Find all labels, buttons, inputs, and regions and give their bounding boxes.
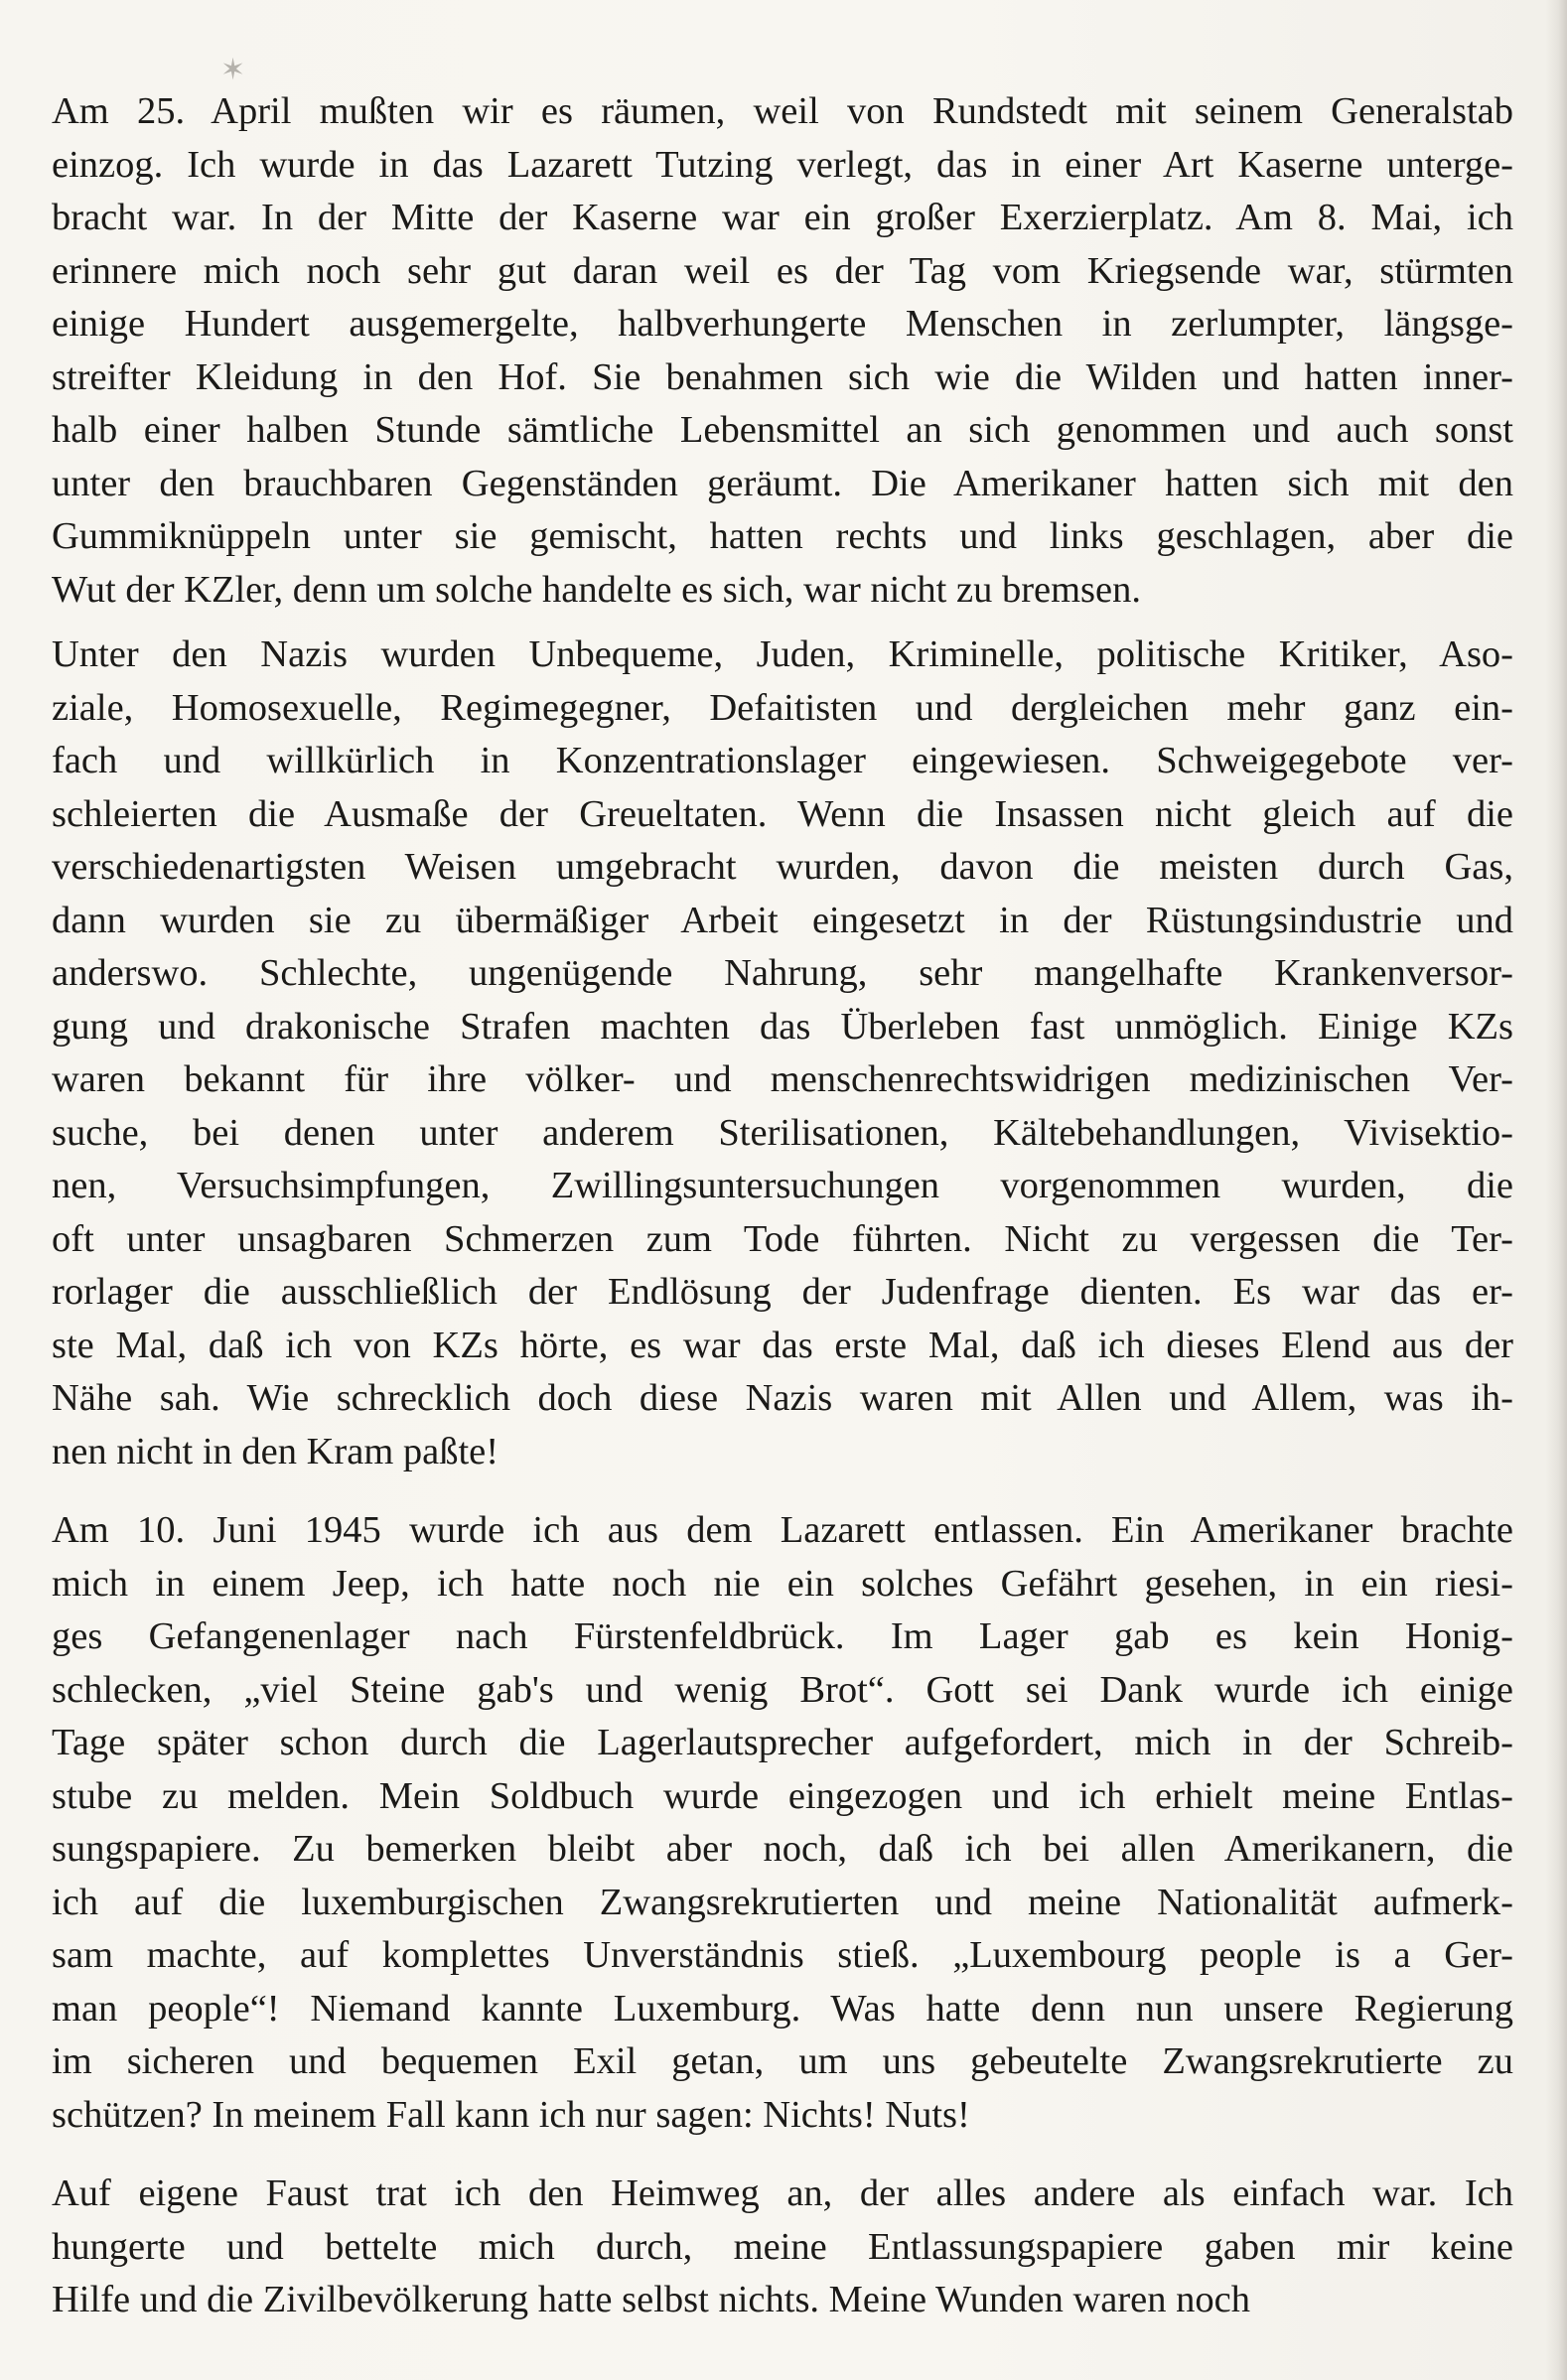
text-line: halb einer halben Stunde sämtliche Lebensmittel an sich genommen und auch sonst — [52, 409, 1513, 451]
text-line: ich auf die luxemburgischen Zwangsrekrutierten und meine Nationalität aufmerk- — [52, 1881, 1513, 1923]
text-line: streifter Kleidung in den Hof. Sie benahmen sich wie die Wilden und hatten inner- — [52, 355, 1513, 398]
body-text — [52, 85, 1513, 2327]
text-line: sungspapiere. Zu bemerken bleibt aber noch, daß ich bei allen Amerikanern, die — [52, 1828, 1513, 1870]
text-line: oft unter unsagbaren Schmerzen zum Tode führten. Nicht zu vergessen die Ter- — [52, 1217, 1513, 1260]
text-line: waren bekannt für ihre völker- und menschenrechtswidrigen medizinischen Ver- — [52, 1058, 1513, 1100]
paragraph-2 — [52, 629, 1513, 1478]
text-line: ste Mal, daß ich von KZs hörte, es war das erste Mal, daß ich dieses Elend aus der — [52, 1324, 1513, 1366]
text-line: Gummiknüppeln unter sie gemischt, hatten rechts und links geschlagen, aber die — [52, 515, 1513, 557]
text-line: schleierten die Ausmaße der Greueltaten. Wenn die Insassen nicht gleich auf die — [52, 792, 1513, 835]
page-edge-shadow — [1545, 0, 1567, 2380]
paragraph-3 — [52, 1504, 1513, 2142]
text-line: schützen? In meinem Fall kann ich nur sagen: Nichts! Nuts! — [52, 2093, 970, 2136]
text-line: bracht war. In der Mitte der Kaserne war ein großer Exerzierplatz. Am 8. Mai, ich — [52, 197, 1513, 238]
text-line: Nähe sah. Wie schrecklich doch diese Nazis waren mit Allen und Allem, was ih- — [52, 1377, 1513, 1419]
text-line: Tage später schon durch die Lagerlautsprecher aufgefordert, mich in der Schreib- — [52, 1722, 1513, 1763]
text-line: mich in einem Jeep, ich hatte noch nie ein solches Gefährt gesehen, in ein riesi- — [52, 1562, 1513, 1605]
text-line: Auf eigene Faust trat ich den Heimweg an, der alles andere als einfach war. Ich — [52, 2172, 1513, 2214]
text-line: Unter den Nazis wurden Unbequeme, Juden, Kriminelle, politische Kritiker, Aso- — [52, 633, 1513, 675]
text-line: schlecken, „viel Steine gab's und wenig Brot“. Gott sei Dank wurde ich einige — [52, 1668, 1513, 1711]
text-line: gung und drakonische Strafen machten das Überleben fast unmöglich. Einige KZs — [52, 1005, 1513, 1048]
text-line: einige Hundert ausgemergelte, halbverhungerte Menschen in zerlumpter, längsge- — [52, 303, 1513, 345]
text-line: sam machte, auf komplettes Unverständnis stieß. „Luxembourg people is a Ger- — [52, 1934, 1513, 1976]
text-line: verschiedenartigsten Weisen umgebracht wurden, davon die meisten durch Gas, — [52, 846, 1513, 888]
paragraph-4 — [52, 2168, 1513, 2327]
text-line: nen nicht in den Kram paßte! — [52, 1430, 499, 1472]
text-line: Am 25. April mußten wir es räumen, weil von Rundstedt mit seinem Generalstab — [52, 90, 1513, 132]
paragraph-1 — [52, 85, 1513, 617]
text-line: hungerte und bettelte mich durch, meine Entlassungspapiere gaben mir keine — [52, 2225, 1513, 2268]
text-line: fach und willkürlich in Konzentrationslager eingewiesen. Schweigegebote ver- — [52, 740, 1513, 781]
text-line: einzog. Ich wurde in das Lazarett Tutzing verlegt, das in einer Art Kaserne unterge- — [52, 143, 1513, 186]
text-line: Hilfe und die Zivilbevölkerung hatte selbst nichts. Meine Wunden waren noch — [52, 2279, 1250, 2320]
text-line: anderswo. Schlechte, ungenügende Nahrung, sehr mangelhafte Krankenversor- — [52, 952, 1513, 994]
text-line: Wut der KZler, denn um solche handelte es sich, war nicht zu bremsen. — [52, 568, 1142, 611]
ink-speck-mark: ✶ — [220, 53, 246, 87]
text-line: im sicheren und bequemen Exil getan, um uns gebeutelte Zwangsrekrutierte zu — [52, 2040, 1513, 2082]
text-line: ziale, Homosexuelle, Regimegegner, Defaitisten und dergleichen mehr ganz ein- — [52, 686, 1513, 729]
text-line: suche, bei denen unter anderem Sterilisationen, Kältebehandlungen, Vivisektio- — [52, 1111, 1513, 1154]
text-line: rorlager die ausschließlich der Endlösung der Judenfrage dienten. Es war das er- — [52, 1271, 1513, 1313]
text-line: dann wurden sie zu übermäßiger Arbeit eingesetzt in der Rüstungsindustrie und — [52, 899, 1513, 941]
text-line: man people“! Niemand kannte Luxemburg. Was hatte denn nun unsere Regierung — [52, 1987, 1513, 2030]
text-line: Am 10. Juni 1945 wurde ich aus dem Lazarett entlassen. Ein Amerikaner brachte — [52, 1509, 1513, 1551]
text-line: ges Gefangenenlager nach Fürstenfeldbrück. Im Lager gab es kein Honig- — [52, 1615, 1513, 1657]
text-line: nen, Versuchsimpfungen, Zwillingsuntersuchungen vorgenommen wurden, die — [52, 1165, 1513, 1206]
text-line: unter den brauchbaren Gegenständen geräumt. Die Amerikaner hatten sich mit den — [52, 462, 1513, 504]
text-line: stube zu melden. Mein Soldbuch wurde eingezogen und ich erhielt meine Entlas- — [52, 1774, 1513, 1817]
text-line: erinnere mich noch sehr gut daran weil es der Tag vom Kriegsende war, stürmten — [52, 249, 1513, 292]
